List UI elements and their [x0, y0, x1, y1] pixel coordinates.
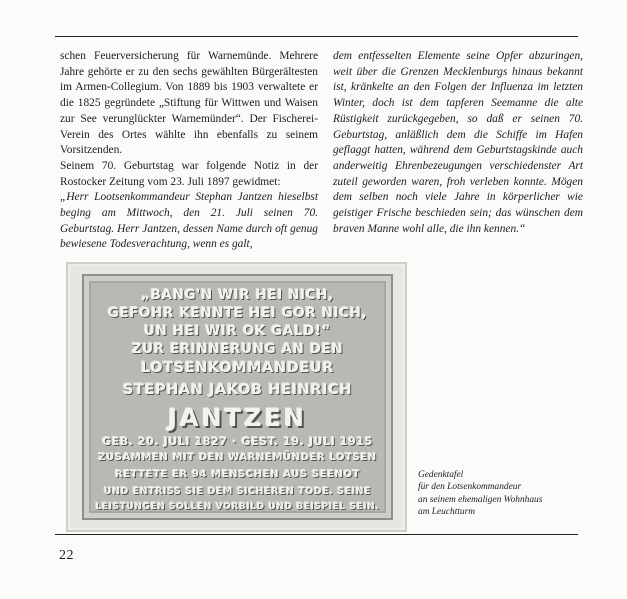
plaque-line-10: RETTETE ER 94 MENSCHEN AUS SEENOT: [114, 469, 361, 480]
top-rule: [55, 36, 578, 37]
caption-line-4: am Leuchtturm: [418, 507, 476, 518]
plaque-line-6: STEPHAN JAKOB HEINRICH: [122, 382, 353, 398]
caption-line-3: an seinem ehemaligen Wohnhaus: [418, 494, 543, 505]
plaque-line-4: ZUR ERINNERUNG AN DEN: [131, 341, 344, 357]
caption-line-2: für den Lotsenkommandeur: [418, 482, 522, 493]
left-paragraph-2: Seinem 70. Geburtstag war folgende Notiz in der Rostocker Zeitung vom 23. Juli 1897 gewidmet:: [60, 159, 318, 188]
plaque-line-1: „BANG'N WIR HEI NICH,: [141, 287, 334, 303]
memorial-plaque-photo: [66, 262, 407, 532]
plaque-line-dates: GEB. 20. JULI 1827 · GEST. 19. JULI 1915: [102, 435, 373, 448]
memorial-plaque: [82, 274, 393, 520]
photo-caption: [418, 469, 588, 519]
left-text-column: [60, 49, 318, 253]
right-quote-continued: dem entfesselten Elemente seine Opfer abzuringen, weit über die Grenzen Mecklenburgs hinaus bekannt ist, kränkelte an den Folgen der Influenza im letzten Winter, doch ist dem tapferen Seemanne die alte Rüstigkeit zurückgegeben, so daß er seinen 70. Geburtstag, anläßlich dem die Schiffe im Hafen geflaggt hatten, während dem Geburtstagskinde auch anderweitig Ehrenbezeugungen verschiedenster Art zuteil geworden waren, froh verleben konnte. Mögen dem selben noch viele Jahre in körperlicher wie geistiger Frische beschieden sein; das wünschen dem braven Manne wohl alle, die ihn kennen.“: [333, 50, 583, 235]
page-number: 22: [59, 548, 74, 563]
bottom-rule: [55, 534, 578, 535]
plaque-name-jantzen: JANTZEN: [168, 404, 307, 432]
plaque-line-12: LEISTUNGEN SOLLEN VORBILD UND BEISPIEL SEIN.: [95, 502, 380, 512]
plaque-line-5: LOTSENKOMMANDEUR: [140, 360, 335, 376]
plaque-line-9: ZUSAMMEN MIT DEN WARNEMÜNDER LOTSEN: [98, 452, 377, 463]
plaque-line-2: GEFOHR KENNTE HEI GOR NICH,: [107, 305, 368, 321]
left-quote-start: „Herr Lootsenkommandeur Stephan Jantzen hieselbst beging am Mittwoch, den 21. Juli seinen 70. Geburtstag. Herr Jantzen, dessen Name durch oft genug bewiesene Todesverachtung, wenn es galt,: [60, 191, 318, 251]
left-paragraph-1: schen Feuerversicherung für Warnemünde. Mehrere Jahre gehörte er zu den sechs gewählten Bürgerältesten im Armen-Collegium. Von 1889 bis 1903 verwaltete er die 1825 gegründete „Stiftung für Wittwen und Waisen zur See verunglückter Warnemünder“. Der Fischerei-Verein des Ortes wählte ihn ebenfalls zu seinem Vorsitzenden.: [60, 50, 318, 157]
plaque-line-11: UND ENTRISS SIE DEM SICHEREN TODE. SEINE: [103, 486, 372, 497]
caption-line-1: Gedenktafel: [418, 470, 464, 480]
right-text-column: [333, 49, 583, 237]
plaque-line-3: UN HEI WIR OK GALD!“: [143, 323, 332, 339]
